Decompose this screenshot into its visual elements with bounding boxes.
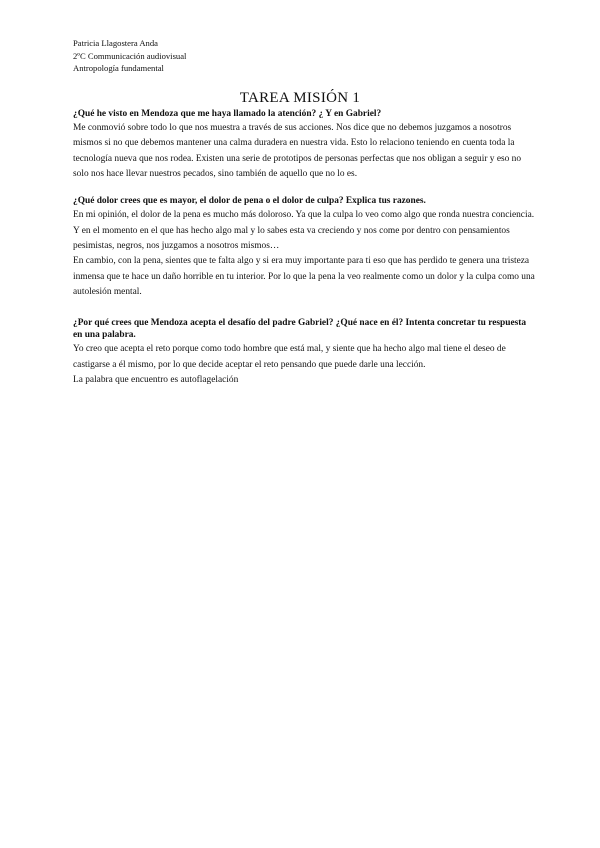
- answer-3-paragraph-2: La palabra que encuentro es autoflagelación: [73, 375, 239, 386]
- page-title: TAREA MISIÓN 1: [239, 90, 361, 106]
- answer-2-paragraph-2: En cambio, con la pena, sientes que te falta algo y si era muy importante para ti eso que has perdido te genera una tristeza inmensa que te hace un daño horrible en tu interior. Por lo que la pena la veo realmente como un dolor y la culpa como una autolesión mental.: [73, 256, 535, 298]
- answer-2-paragraph-1: En mi opinión, el dolor de la pena es mucho más doloroso. Ya que la culpa lo veo como algo que ronda nuestra conciencia. Y en el momento en el que has hecho algo mal y lo sabes esta va creciendo y nos come por dentro con pensamientos pesimistas, negros, nos juzgamos a nosotros mismos…: [73, 210, 535, 252]
- subject-name: Antropología fundamental: [73, 63, 164, 74]
- question-3: ¿Por qué crees que Mendoza acepta el desafío del padre Gabriel? ¿Qué nace en él? Intenta concretar tu respuesta en una palabra.: [73, 317, 527, 341]
- document-body: [73, 108, 535, 388]
- document-header: [73, 37, 186, 75]
- author-name: Patricia Llagostera Anda: [73, 38, 158, 48]
- question-1: ¿Qué he visto en Mendoza que me haya llamado la atención? ¿ Y en Gabriel?: [73, 109, 382, 119]
- answer-1-paragraph-1: Me conmovió sobre todo lo que nos muestra a través de sus acciones. Nos dice que no debemos juzgamos a nosotros mismos si no que debemos mantener una calma duradera en nuestra vida. Esto lo relaciono teniendo en cuenta toda la tecnología nueva que nos rodea. Existen una serie de prototipos de personas perfectas que nos obligan a seguir y eso no solo nos hace llevar nuestros pecados, sino también de aquello que no lo es.: [73, 122, 522, 180]
- question-2: ¿Qué dolor crees que es mayor, el dolor de pena o el dolor de culpa? Explica tus razones.: [73, 196, 426, 207]
- course-name: 2ºC Communicación audiovisual: [73, 50, 187, 61]
- answer-3-paragraph-1: Yo creo que acepta el reto porque como todo hombre que está mal, y siente que ha hecho algo mal tiene el deseo de castigarse a él mismo, por lo que decide aceptar el reto pensando que puede darle una lección.: [73, 344, 506, 370]
